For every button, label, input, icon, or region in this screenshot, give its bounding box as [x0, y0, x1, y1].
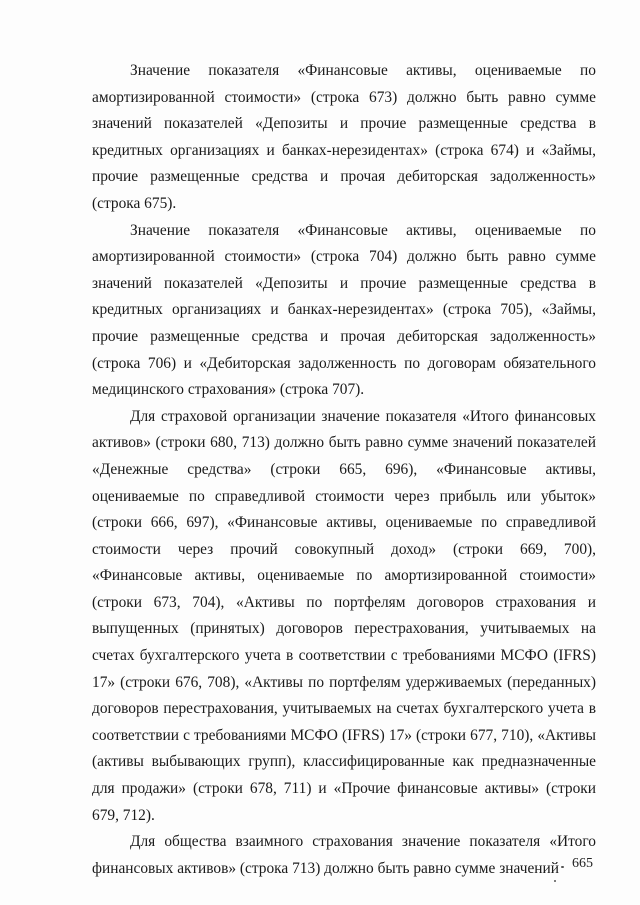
- scan-speck: [561, 866, 564, 868]
- paragraph-2: Значение показателя «Финансовые активы, оцениваемые по амортизированной стоимости» (строка 704) должно быть равно сумме значений показателей «Депозиты и прочие размещенные средства в кредитных организациях и банках-нерезидентах» (строка 705), «Займы, прочие размещенные средства и прочая дебиторская задолженность» (строка 706) и «Дебиторская задолженность по договорам обязательного медицинского страхования» (строка 707).: [92, 221, 596, 399]
- page-number: 665: [572, 856, 593, 871]
- scan-speck: [554, 880, 556, 882]
- paragraph-3: Для страховой организации значение показателя «Итого финансовых активов» (строки 680, 713) должно быть равно сумме значений показателей «Денежные средства» (строки 665, 696), «Финансовые активы, оцениваемые по справедливой стоимости через прибыль или убыток» (строки 666, 697), «Финансовые активы, оцениваемые по справедливой стоимости через прочий совокупный доход» (строки 669, 700), «Финансовые активы, оцениваемые по амортизированной стоимости» (строки 673, 704), «Активы по портфелям договоров страхования и выпущенных (принятых) договоров перестрахования, учитываемых на счетах бухгалтерского учета в соответствии с требованиями МСФО (IFRS) 17» (строки 676, 708), «Активы по портфелям удерживаемых (переданных) договоров перестрахования, учитываемых на счетах бухгалтерского учета в соответствии с требованиями МСФО (IFRS) 17» (строки 677, 710), «Активы (активы выбывающих групп), классифицированные как предназначенные для продажи» (строки 678, 711) и «Прочие финансовые активы» (строки 679, 712).: [92, 407, 596, 824]
- paragraph-1: Значение показателя «Финансовые активы, оцениваемые по амортизированной стоимости» (строка 673) должно быть равно сумме значений показателей «Депозиты и прочие размещенные средства в кредитных организациях и банках-нерезидентах» (строка 674) и «Займы, прочие размещенные средства и прочая дебиторская задолженность» (строка 675).: [92, 62, 596, 212]
- paragraph-4: Для общества взаимного страхования значение показателя «Итого финансовых активов» (строка 713) должно быть равно сумме значений: [92, 833, 596, 877]
- body-text: [92, 58, 596, 882]
